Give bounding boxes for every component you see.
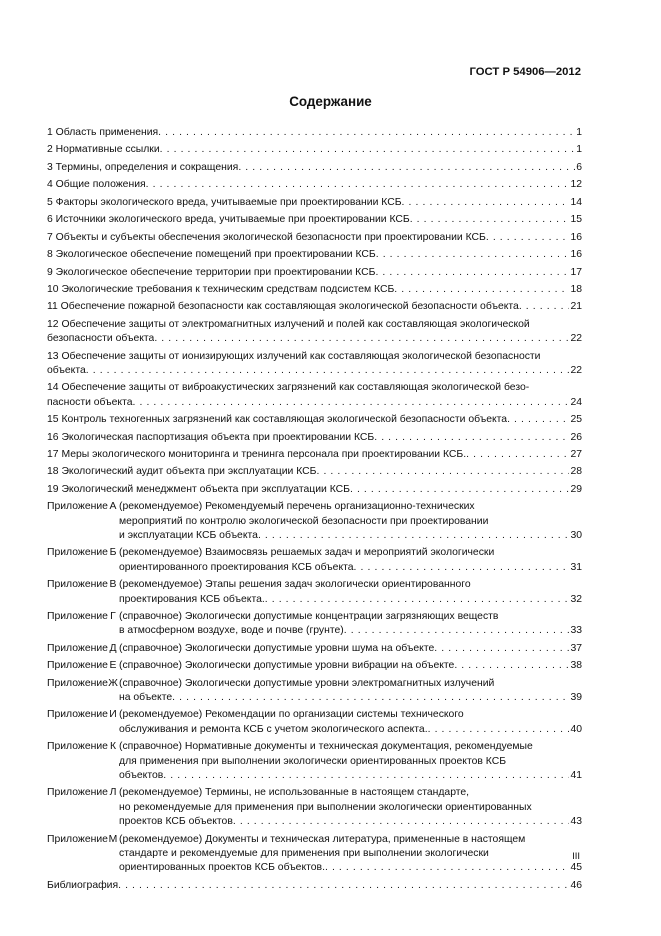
toc-entry[interactable] — [47, 248, 582, 262]
toc-entry-text: 10 Экологические требования к техническим средствам подсистем КСБ — [47, 283, 395, 295]
toc-entry-text: (рекомендуемое) Взаимосвязь решаемых задач и мероприятий экологически — [119, 547, 495, 559]
toc-page-number: 31 — [570, 561, 582, 573]
toc-entry-text: безопасности объекта — [47, 333, 155, 345]
toc-entry-text: (рекомендуемое) Термины, не использованные в настоящем стандарте, — [119, 787, 470, 799]
dot-leader — [354, 561, 570, 575]
toc-page-number: 46 — [570, 879, 582, 891]
appendix-label: Приложение — [47, 709, 108, 721]
toc-entry[interactable] — [47, 143, 582, 157]
toc-entry-text: 4 Общие положения — [47, 179, 146, 191]
appendix-title — [119, 833, 582, 876]
toc-entry-text: 2 Нормативные ссылки — [47, 144, 160, 156]
document-code: ГОСТ Р 54906—2012 — [469, 66, 581, 78]
page-title: Содержание — [289, 94, 372, 109]
toc-page-number: 32 — [570, 593, 582, 605]
toc-entry-text: (справочное) Нормативные документы и техническая документация, рекомендуемые — [119, 741, 533, 753]
toc-entry-appendix[interactable] — [47, 659, 582, 673]
dot-leader — [402, 196, 570, 210]
dot-leader — [466, 448, 569, 462]
dot-leader — [233, 815, 570, 829]
toc-page-number: 30 — [570, 530, 582, 542]
toc-entry-appendix[interactable] — [47, 546, 582, 575]
appendix-title — [119, 786, 582, 829]
toc-entry[interactable] — [47, 178, 582, 192]
toc-page-number: 33 — [570, 625, 582, 637]
toc-entry-text: обслуживания и ремонта КСБ с учетом экологического аспекта. — [119, 723, 428, 735]
toc-entry-text: для применения при выполнении экологически ориентированных проектов КСБ — [119, 755, 507, 767]
toc-entry-text: 3 Термины, определения и сокращения — [47, 161, 239, 173]
toc-entry-text: 14 Обеспечение защиты от виброакустических загрязнений как составляющая экологической безо- — [47, 382, 530, 394]
toc-entry-text: стандарте и рекомендуемые для применения при выполнении экологически — [119, 847, 489, 859]
appendix-letter: Г — [110, 611, 116, 623]
toc-page-number: 25 — [570, 414, 582, 426]
toc-page-number: 22 — [570, 333, 582, 345]
appendix-letter: Ж — [108, 677, 118, 689]
toc-page-number: 1 — [576, 127, 582, 138]
toc-page-number: 41 — [570, 769, 582, 781]
dot-leader — [133, 396, 570, 410]
toc-page-number: 22 — [570, 364, 582, 376]
toc-entry-text: 11 Обеспечение пожарной безопасности как составляющая экологической безопасности объекта — [47, 301, 519, 313]
appendix-title — [119, 642, 582, 656]
dot-leader — [519, 300, 570, 314]
dot-leader — [316, 465, 569, 479]
toc-page-number: 16 — [570, 231, 582, 243]
toc-entry-text: 16 Экологическая паспортизация объекта при проектировании КСБ — [47, 431, 375, 443]
dot-leader — [434, 642, 569, 656]
toc-page-number: 38 — [570, 660, 582, 672]
dot-leader — [154, 332, 569, 346]
appendix-title — [119, 610, 582, 639]
toc-page-number: 39 — [570, 692, 582, 704]
toc-entry-text: (рекомендуемое) Рекомендуемый перечень организационно-технических — [119, 501, 475, 513]
toc-entry-text: 8 Экологическое обеспечение помещений при проектировании КСБ — [47, 249, 376, 261]
dot-leader — [376, 248, 570, 262]
dot-leader — [486, 231, 570, 245]
toc-entry-appendix[interactable] — [47, 740, 582, 783]
toc-entry-text: (справочное) Экологически допустимые концентрации загрязняющих веществ — [119, 611, 499, 623]
toc-page-number: 40 — [570, 723, 582, 735]
toc-page-number: 17 — [570, 266, 582, 278]
toc-entry[interactable] — [47, 381, 582, 410]
toc-page-number: 12 — [570, 179, 582, 191]
toc-entry[interactable] — [47, 283, 582, 297]
appendix-letter: Б — [109, 547, 117, 559]
toc-entry-text: мероприятий по контролю экологической безопасности при проектировании — [119, 515, 489, 527]
toc-page-number: 27 — [570, 449, 582, 461]
toc-page-number: 24 — [570, 396, 582, 408]
toc-entry-text: Библиография — [47, 879, 119, 891]
dot-leader — [374, 431, 569, 445]
dot-leader — [146, 178, 570, 192]
toc-entry-appendix[interactable] — [47, 708, 582, 737]
appendix-letter: И — [109, 709, 117, 721]
toc-sections — [47, 126, 582, 497]
toc-page-number: 28 — [570, 466, 582, 478]
dot-leader — [163, 769, 569, 783]
appendix-label: Приложение — [47, 547, 108, 559]
toc-page-number: 43 — [570, 816, 582, 828]
appendix-label: Приложение — [47, 611, 108, 623]
toc-entry-text: (справочное) Экологически допустимые уровни электромагнитных излучений — [119, 677, 495, 689]
toc-page-number: 1 — [576, 144, 582, 156]
toc-entry[interactable] — [47, 448, 582, 462]
toc-entry[interactable] — [47, 231, 582, 245]
dot-leader — [350, 483, 569, 497]
toc-page-number: 14 — [570, 196, 582, 208]
toc-entry-text: объектов — [119, 769, 164, 781]
appendix-label: Приложение — [47, 642, 108, 654]
dot-leader — [454, 659, 569, 673]
toc-entry-text: 17 Меры экологического мониторинга и тренинга персонала при проектировании КСБ. — [47, 449, 467, 461]
toc-entry-text: в атмосферном воздухе, воде и почве (грунте) — [119, 625, 344, 637]
dot-leader — [507, 413, 569, 427]
appendix-title — [119, 740, 582, 783]
toc-entry[interactable] — [47, 350, 582, 379]
toc-entry-text: 12 Обеспечение защиты от электромагнитных излучений и полей как составляющая экологической — [47, 318, 530, 330]
toc-entry-appendix[interactable] — [47, 578, 582, 607]
toc-entry-text: 9 Экологическое обеспечение территории при проектировании КСБ — [47, 266, 376, 278]
dot-leader — [172, 691, 569, 705]
toc-entry-text: 18 Экологический аудит объекта при эксплуатации КСБ — [47, 466, 317, 478]
toc-entry-text: на объекте — [119, 692, 173, 704]
appendix-label: Приложение — [47, 501, 108, 513]
toc-entry[interactable] — [47, 465, 582, 479]
appendix-label: Приложение — [47, 741, 108, 753]
appendix-letter: А — [109, 501, 117, 513]
appendix-letter: Л — [109, 787, 117, 799]
toc-page-number: 15 — [570, 214, 582, 226]
dot-leader — [258, 529, 570, 543]
toc-entry-text: но рекомендуемые для применения при выполнении экологически ориентированных — [119, 801, 532, 813]
dot-leader — [344, 624, 570, 638]
toc-entry[interactable] — [47, 266, 582, 280]
toc-entry[interactable] — [47, 318, 582, 347]
toc-entry-appendix[interactable] — [47, 500, 582, 543]
appendix-letter: М — [108, 833, 118, 845]
dot-leader — [160, 143, 576, 157]
toc-entry-text: ориентированного проектирования КСБ объекта — [119, 561, 354, 573]
appendix-title — [119, 708, 582, 737]
toc-entry[interactable] — [47, 126, 582, 140]
toc-entry-appendix[interactable] — [47, 833, 582, 876]
toc-entry-text: и эксплуатации КСБ объекта — [119, 530, 258, 542]
toc-entry-text: (рекомендуемое) Документы и техническая литература, примененные в настоящем — [119, 833, 526, 845]
toc-entry-bibliography[interactable] — [47, 879, 582, 893]
appendix-label: Приложение — [47, 787, 108, 799]
dot-leader — [410, 213, 570, 227]
dot-leader — [375, 266, 569, 280]
toc-entry-text: 6 Источники экологического вреда, учитываемые при проектировании КСБ — [47, 214, 410, 226]
dot-leader — [428, 723, 570, 737]
toc-entry-text: (рекомендуемое) Рекомендации по организации системы технического — [119, 709, 464, 721]
toc-entry-text: (справочное) Экологически допустимые уровни шума на объекте — [119, 642, 435, 654]
toc-entry-appendix[interactable] — [47, 786, 582, 829]
appendix-title — [119, 677, 582, 706]
page-folio: III — [572, 851, 580, 862]
dot-leader — [238, 161, 575, 175]
toc-page-number: 18 — [570, 283, 582, 295]
toc-page-number: 45 — [570, 862, 582, 874]
toc-entry-text: (справочное) Экологически допустимые уровни вибрации на объекте — [119, 660, 455, 672]
toc-entry[interactable] — [47, 300, 582, 314]
appendix-label: Приложение — [47, 660, 108, 672]
toc-entry[interactable] — [47, 196, 582, 210]
dot-leader — [118, 879, 569, 893]
toc-entry[interactable] — [47, 483, 582, 497]
toc-entry-text: 5 Факторы экологического вреда, учитываемые при проектировании КСБ — [47, 196, 402, 208]
dot-leader — [265, 593, 570, 607]
toc-page-number: 6 — [576, 161, 582, 173]
toc-entry[interactable] — [47, 213, 582, 227]
toc-entry-text: 15 Контроль техногенных загрязнений как составляющая экологической безопасности объекта — [47, 414, 508, 426]
appendix-label: Приложение — [47, 833, 108, 845]
toc-entry-text: 19 Экологический менеджмент объекта при эксплуатации КСБ — [47, 483, 350, 495]
appendix-letter: В — [109, 579, 117, 591]
appendix-title — [119, 578, 582, 607]
toc-entry-text: проектов КСБ объектов — [119, 816, 233, 828]
toc-entry-appendix[interactable] — [47, 610, 582, 639]
dot-leader — [158, 126, 575, 140]
table-of-contents — [47, 126, 582, 896]
toc-appendices — [47, 500, 582, 875]
toc-entry-text: 7 Объекты и субъекты обеспечения экологической безопасности при проектировании КСБ — [47, 231, 486, 243]
appendix-letter: Е — [109, 660, 117, 672]
toc-entry-text: объекта — [47, 364, 86, 376]
toc-page-number: 21 — [570, 301, 582, 313]
toc-entry-appendix[interactable] — [47, 642, 582, 656]
toc-page-number: 16 — [570, 249, 582, 261]
toc-page-number: 37 — [570, 642, 582, 654]
toc-entry[interactable] — [47, 431, 582, 445]
appendix-letter: Д — [109, 642, 117, 654]
toc-entry-text: пасности объекта — [47, 396, 133, 408]
appendix-letter: К — [109, 741, 117, 753]
toc-entry-text: 13 Обеспечение защиты от ионизирующих излучений как составляющая экологической безопасности — [47, 350, 541, 362]
toc-entry-text: 1 Область применения — [47, 127, 159, 138]
toc-entry[interactable] — [47, 161, 582, 175]
toc-entry[interactable] — [47, 413, 582, 427]
dot-leader — [86, 364, 570, 378]
toc-entry-text: (рекомендуемое) Этапы решения задач экологически ориентированного — [119, 579, 471, 591]
appendix-label: Приложение — [47, 579, 108, 591]
toc-entry-text: ориентированных проектов КСБ объектов. — [119, 862, 325, 874]
toc-entry-appendix[interactable] — [47, 677, 582, 706]
appendix-label: Приложение — [47, 677, 108, 689]
appendix-title — [119, 500, 582, 543]
toc-entry-text: проектирования КСБ объекта. — [119, 593, 265, 605]
toc-page-number: 26 — [570, 431, 582, 443]
toc-page-number: 29 — [570, 483, 582, 495]
appendix-title — [119, 659, 582, 673]
dot-leader — [394, 283, 569, 297]
appendix-title — [119, 546, 582, 575]
dot-leader — [325, 861, 569, 875]
